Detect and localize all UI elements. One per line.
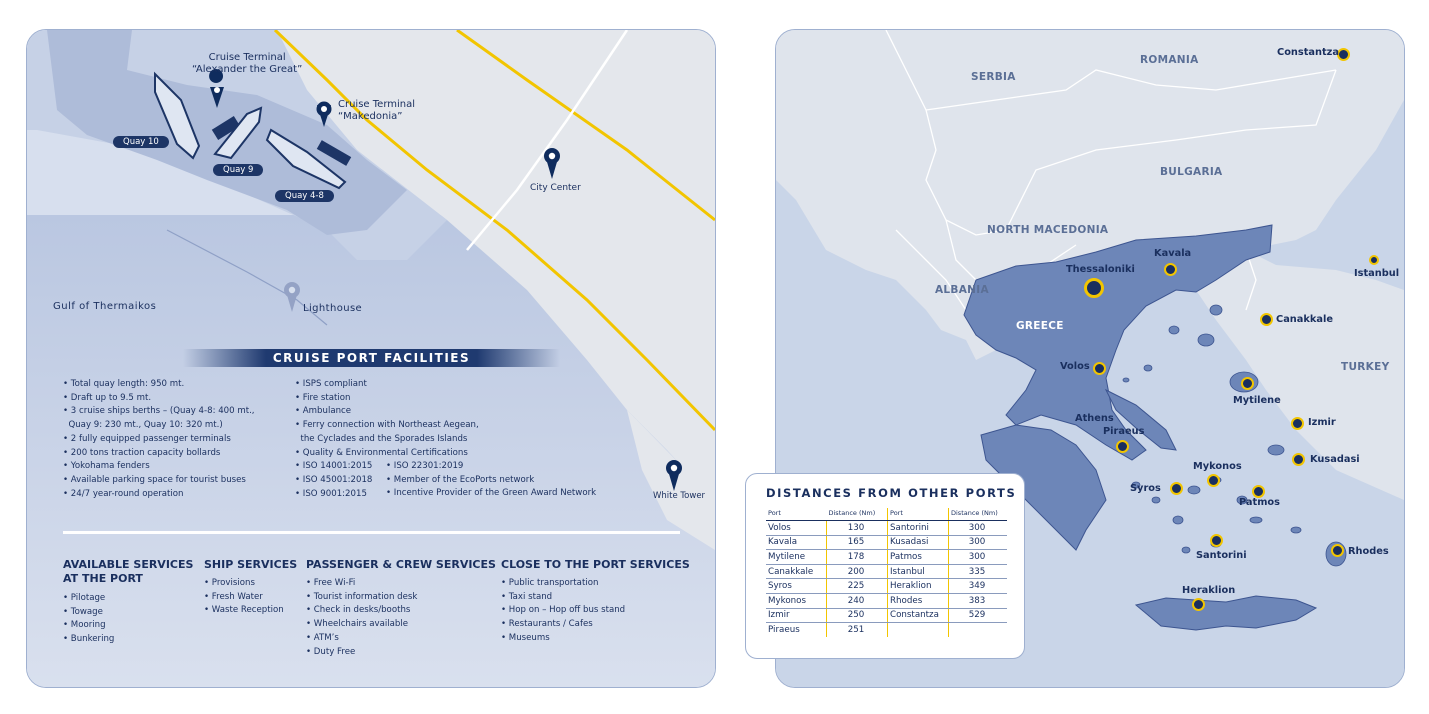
country-turkey: TURKEY — [1341, 361, 1390, 373]
facility-item: • Ambulance — [295, 406, 352, 417]
facility-item: • ISPS compliant — [295, 379, 367, 389]
service-item: • Free Wi-Fi — [306, 578, 356, 588]
table-cell: Rhodes — [888, 593, 949, 608]
service-item: • Check in desks/booths — [306, 605, 411, 616]
service-item: • Fresh Water — [204, 591, 263, 602]
facility-item: • 200 tons traction capacity bollards — [63, 447, 221, 458]
available-services-list — [63, 592, 114, 647]
city-thessaloniki: Thessaloniki — [1066, 264, 1135, 275]
table-row — [766, 623, 1007, 637]
facilities-list-3 — [386, 460, 596, 501]
table-cell: 300 — [949, 521, 1008, 536]
country-bulgaria: BULGARIA — [1160, 166, 1223, 178]
available-services-title: AVAILABLE SERVICES AT THE PORT — [63, 558, 194, 585]
table-cell: 251 — [827, 623, 888, 637]
table-row — [766, 550, 1007, 565]
table-cell: 250 — [827, 608, 888, 623]
port-marker-istanbul — [1369, 255, 1379, 265]
city-kusadasi: Kusadasi — [1310, 454, 1360, 465]
city-mykonos: Mykonos — [1193, 461, 1242, 472]
country-romania: ROMANIA — [1140, 54, 1199, 66]
port-map-panel — [26, 29, 716, 688]
service-item: • Tourist information desk — [306, 591, 418, 602]
city-volos: Volos — [1060, 361, 1090, 372]
table-cell: Canakkale — [766, 564, 827, 579]
service-item: • ATM’s — [306, 632, 339, 643]
table-cell: 300 — [949, 535, 1008, 550]
country-greece: GREECE — [1016, 320, 1064, 332]
facility-item: • Available parking space for tourist buses — [63, 474, 246, 485]
table-cell: 130 — [827, 521, 888, 536]
table-cell: Piraeus — [766, 623, 827, 637]
city-center-label: City Center — [530, 183, 581, 193]
table-cell: Heraklion — [888, 579, 949, 594]
port-marker-heraklion — [1192, 598, 1205, 611]
port-marker-canakkale — [1260, 313, 1273, 326]
table-cell — [888, 623, 949, 637]
city-athens: Athens — [1075, 413, 1114, 424]
facility-item: • ISO 45001:2018 — [295, 474, 373, 485]
port-marker-mykonos — [1207, 474, 1220, 487]
table-cell: 529 — [949, 608, 1008, 623]
service-item: • Provisions — [204, 578, 255, 588]
table-cell: 300 — [949, 550, 1008, 565]
port-marker-kavala — [1164, 263, 1177, 276]
country-albania: ALBANIA — [935, 284, 989, 296]
header-port: Port — [888, 508, 949, 521]
port-marker-santorini — [1210, 534, 1223, 547]
table-row — [766, 608, 1007, 623]
table-cell: Constantza — [888, 608, 949, 623]
port-marker-kusadasi — [1292, 453, 1305, 466]
city-heraklion: Heraklion — [1182, 585, 1236, 596]
city-izmir: Izmir — [1308, 417, 1336, 428]
country-serbia: SERBIA — [971, 71, 1016, 83]
passenger-services-list — [306, 577, 417, 659]
facility-item: • Ferry connection with Northeast Aegean, — [295, 420, 479, 431]
city-rhodes: Rhodes — [1348, 546, 1389, 557]
table-row — [766, 564, 1007, 579]
city-santorini: Santorini — [1196, 550, 1247, 561]
service-item: • Public transportation — [501, 578, 599, 588]
table-cell: 165 — [827, 535, 888, 550]
facility-item: • Fire station — [295, 392, 351, 403]
table-cell: Mykonos — [766, 593, 827, 608]
service-item: • Wheelchairs available — [306, 619, 409, 630]
service-item: • Taxi stand — [501, 591, 553, 602]
facility-item: • 2 fully equipped passenger terminals — [63, 433, 231, 444]
port-marker-thessaloniki — [1084, 278, 1104, 298]
port-marker-rhodes — [1331, 544, 1344, 557]
terminal-label-alexander: Cruise Terminal “Alexander the Great” — [192, 52, 303, 75]
facility-item: the Cyclades and the Sporades Islands — [295, 433, 468, 444]
header-distance: Distance (Nm) — [949, 508, 1008, 521]
passenger-services-title: PASSENGER & CREW SERVICES — [306, 558, 496, 571]
header-distance: Distance (Nm) — [827, 508, 888, 521]
port-marker-syros — [1170, 482, 1183, 495]
facility-item: • 3 cruise ships berths – (Quay 4-8: 400 mt., — [63, 406, 255, 417]
facility-item: • ISO 22301:2019 — [386, 461, 464, 471]
facility-item: • Yokohama fenders — [63, 461, 150, 472]
table-cell: Kavala — [766, 535, 827, 550]
table-row — [766, 579, 1007, 594]
header-port: Port — [766, 508, 827, 521]
ship-services-list — [204, 577, 284, 618]
table-cell: 349 — [949, 579, 1008, 594]
table-row — [766, 593, 1007, 608]
table-cell: 225 — [827, 579, 888, 594]
table-cell: Istanbul — [888, 564, 949, 579]
table-row — [766, 535, 1007, 550]
close-services-title: CLOSE TO THE PORT SERVICES — [501, 558, 690, 571]
table-cell: 178 — [827, 550, 888, 565]
facility-item: Quay 9: 230 mt., Quay 10: 320 mt.) — [63, 420, 223, 431]
table-cell: Kusadasi — [888, 535, 949, 550]
table-cell — [949, 623, 1008, 637]
facility-item: • Member of the EcoPorts network — [386, 474, 535, 485]
city-istanbul: Istanbul — [1354, 268, 1400, 279]
table-row — [766, 521, 1007, 536]
distances-table — [766, 508, 1007, 637]
facility-item: • Quality & Environmental Certifications — [295, 447, 468, 458]
facilities-title: CRUISE PORT FACILITIES — [183, 349, 560, 367]
divider — [63, 531, 680, 534]
facility-item: • Total quay length: 950 mt. — [63, 379, 185, 389]
service-item: • Museums — [501, 632, 550, 643]
port-marker-izmir — [1291, 417, 1304, 430]
table-cell: 383 — [949, 593, 1008, 608]
port-marker-mytilene — [1241, 377, 1254, 390]
service-item: • Hop on – Hop off bus stand — [501, 605, 626, 616]
gulf-label: Gulf of Thermaikos — [53, 301, 157, 312]
service-item: • Towage — [63, 606, 103, 617]
table-cell: Patmos — [888, 550, 949, 565]
city-syros: Syros — [1130, 483, 1161, 494]
table-cell: Syros — [766, 579, 827, 594]
table-cell: Izmir — [766, 608, 827, 623]
table-cell: Mytilene — [766, 550, 827, 565]
terminal-label-makedonia: Cruise Terminal “Makedonia” — [338, 99, 416, 122]
service-item: • Pilotage — [63, 593, 106, 603]
table-cell: 200 — [827, 564, 888, 579]
facility-item: • Draft up to 9.5 mt. — [63, 392, 152, 403]
city-constantza: Constantza — [1277, 47, 1339, 58]
quay-9-label: Quay 9 — [213, 164, 263, 176]
ship-services-title: SHIP SERVICES — [204, 558, 298, 571]
service-item: • Restaurants / Cafes — [501, 619, 593, 630]
service-item: • Waste Reception — [204, 605, 284, 616]
table-cell: Santorini — [888, 521, 949, 536]
white-tower-label: White Tower — [653, 491, 706, 501]
city-mytilene: Mytilene — [1233, 395, 1281, 406]
city-canakkale: Canakkale — [1276, 314, 1334, 325]
table-cell: 240 — [827, 593, 888, 608]
facility-item: • Incentive Provider of the Green Award Network — [386, 488, 597, 499]
facility-item: • ISO 9001:2015 — [295, 488, 367, 499]
lighthouse-label: Lighthouse — [303, 303, 363, 314]
port-marker-volos — [1093, 362, 1106, 375]
city-piraeus: Piraeus — [1103, 426, 1145, 437]
close-services-list — [501, 577, 625, 646]
quay-4-8-label: Quay 4-8 — [275, 190, 334, 202]
facility-item: • ISO 14001:2015 — [295, 461, 373, 472]
facilities-list-1 — [63, 378, 255, 501]
quay-10-label: Quay 10 — [113, 136, 169, 148]
country-north-macedonia: NORTH MACEDONIA — [987, 224, 1109, 236]
table-cell: 335 — [949, 564, 1008, 579]
service-item: • Duty Free — [306, 646, 356, 657]
city-patmos: Patmos — [1239, 497, 1280, 508]
service-item: • Mooring — [63, 620, 106, 631]
city-kavala: Kavala — [1154, 248, 1192, 259]
distances-box — [745, 473, 1025, 659]
port-marker-piraeus — [1116, 440, 1129, 453]
service-item: • Bunkering — [63, 634, 115, 645]
table-cell: Volos — [766, 521, 827, 536]
distances-title: DISTANCES FROM OTHER PORTS — [766, 486, 1017, 500]
facility-item: • 24/7 year-round operation — [63, 488, 184, 499]
